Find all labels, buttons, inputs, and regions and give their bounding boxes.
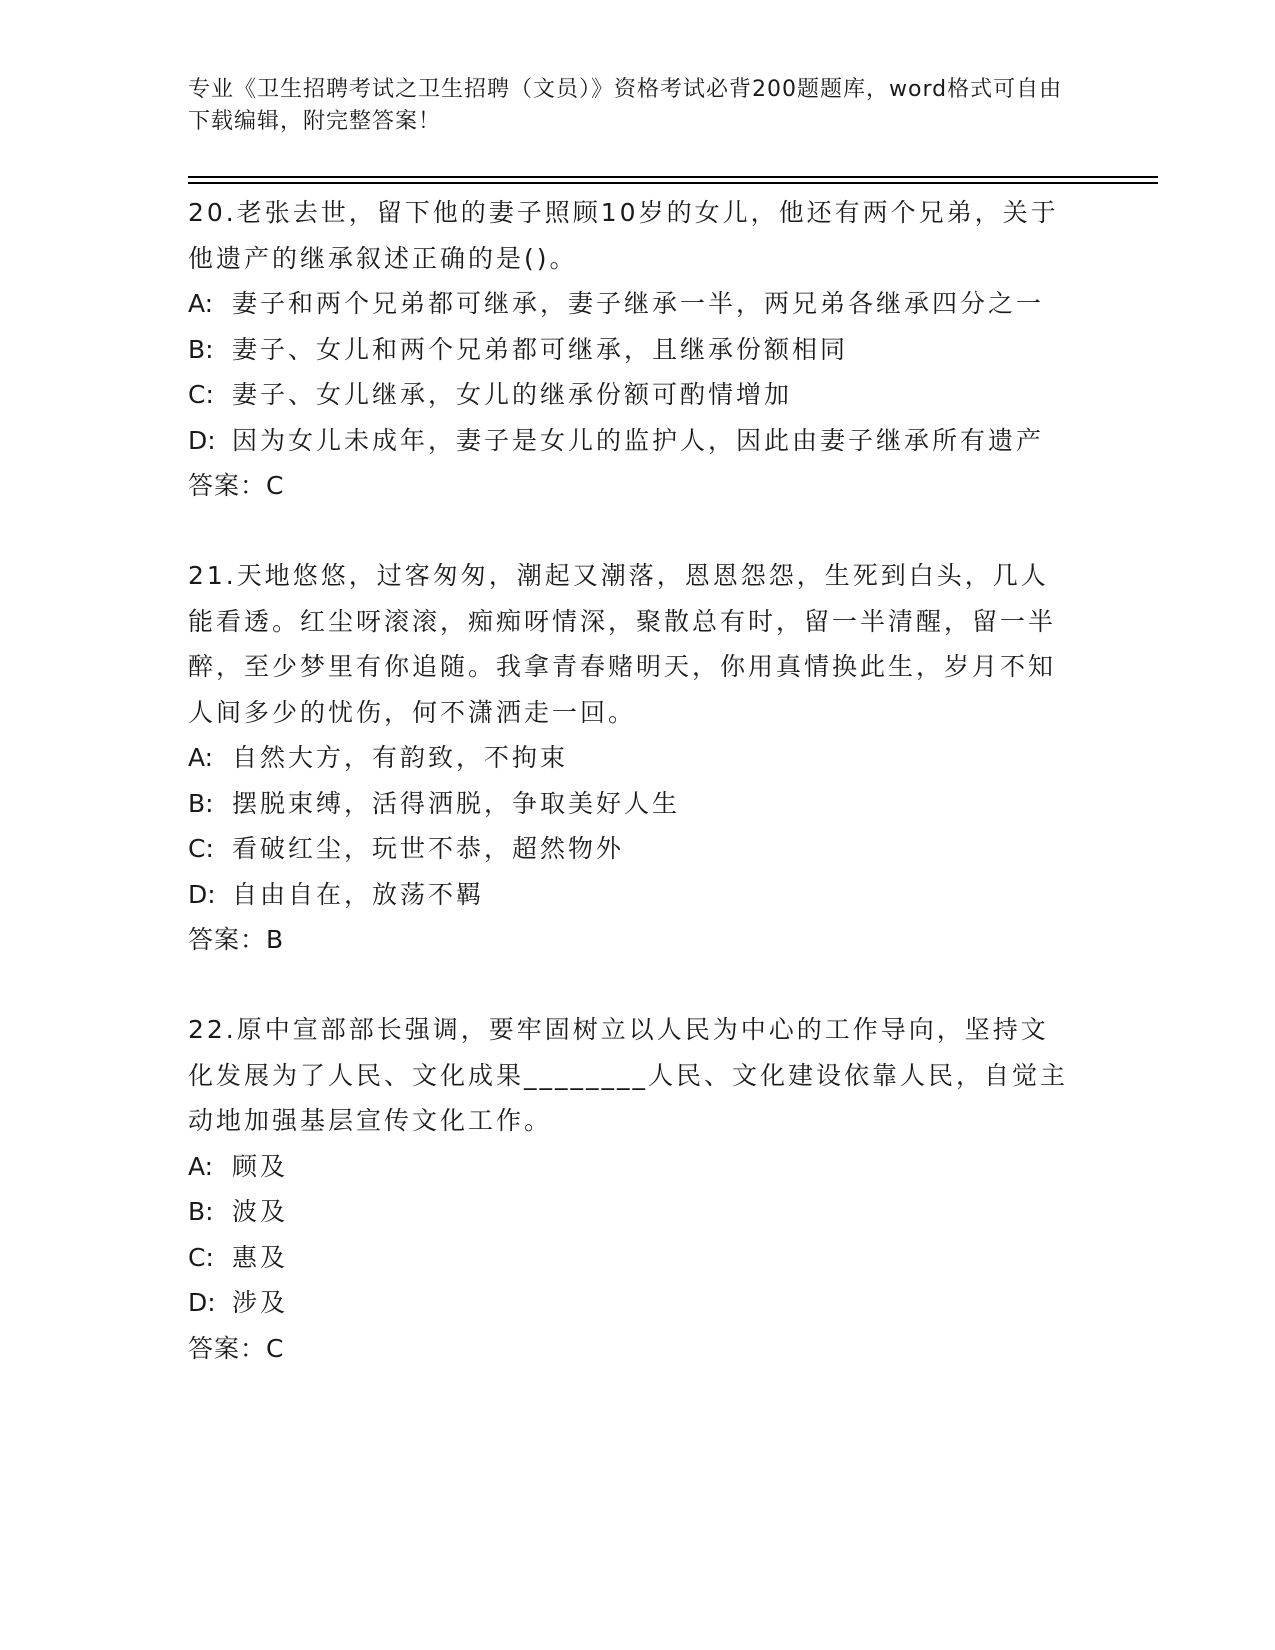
option-letter: C: <box>188 1242 214 1272</box>
question-stem: 20.老张去世，留下他的妻子照顾10岁的女儿，他还有两个兄弟，关于他遗产的继承叙述正确的是()。 <box>188 198 1059 273</box>
option-d <box>188 418 1068 464</box>
option-b <box>188 781 1068 827</box>
option-d <box>188 1280 1068 1326</box>
option-c <box>188 1235 1068 1281</box>
option-text: 惠及 <box>232 1242 289 1272</box>
question-stem: 21.天地悠悠，过客匆匆，潮起又潮落，恩恩怨怨，生死到白头，几人能看透。红尘呀滚滚，痴痴呀情深，聚散总有时，留一半清醒，留一半醉，至少梦里有你追随。我拿青春赌明天，你用真情换此生，岁月不知人间多少的忧伤，何不潇洒走一回。 <box>188 561 1057 727</box>
option-letter: C: <box>188 380 214 409</box>
question-20 <box>188 190 1068 509</box>
option-letter: C: <box>188 834 214 863</box>
option-letter: D: <box>188 425 216 455</box>
option-letter: D: <box>188 1288 216 1317</box>
option-a <box>188 735 1068 781</box>
option-text: 摆脱束缚，活得洒脱，争取美好人生 <box>232 788 681 818</box>
option-b <box>188 327 1068 373</box>
option-letter: A: <box>188 1151 214 1181</box>
answer-line: 答案：C <box>188 1333 285 1363</box>
option-letter: A: <box>188 743 214 772</box>
option-a <box>188 1144 1068 1190</box>
option-letter: D: <box>188 879 216 909</box>
header-divider-top <box>188 176 1158 178</box>
option-text: 自然大方，有韵致，不拘束 <box>232 743 569 772</box>
option-text: 顾及 <box>232 1151 289 1181</box>
question-22 <box>188 1007 1068 1371</box>
option-letter: A: <box>188 289 214 318</box>
document-header: 专业《卫生招聘考试之卫生招聘（文员）》资格考试必背200题题库，word格式可自由下载编辑，附完整答案！ <box>188 77 1063 134</box>
option-b <box>188 1189 1068 1235</box>
option-text: 自由自在，放荡不羁 <box>232 879 485 909</box>
header-divider-bottom <box>188 182 1158 184</box>
question-21 <box>188 553 1068 963</box>
option-letter: B: <box>188 334 214 364</box>
option-a <box>188 281 1068 327</box>
option-d <box>188 872 1068 918</box>
option-c <box>188 826 1068 872</box>
answer-line: 答案：B <box>188 925 285 954</box>
option-text: 妻子、女儿继承，女儿的继承份额可酌情增加 <box>232 380 793 409</box>
option-text: 因为女儿未成年，妻子是女儿的监护人，因此由妻子继承所有遗产 <box>232 425 1045 455</box>
option-text: 妻子和两个兄弟都可继承，妻子继承一半，两兄弟各继承四分之一 <box>232 289 1045 318</box>
option-text: 看破红尘，玩世不恭，超然物外 <box>232 834 625 863</box>
question-stem: 22.原中宣部部长强调，要牢固树立以人民为中心的工作导向，坚持文化发展为了人民、文化成果________人民、文化建设依靠人民，自觉主动地加强基层宣传文化工作。 <box>188 1015 1069 1135</box>
option-letter: B: <box>188 788 214 818</box>
option-c <box>188 372 1068 418</box>
answer-line: 答案：C <box>188 471 285 500</box>
option-letter: B: <box>188 1197 214 1226</box>
option-text: 涉及 <box>232 1288 289 1317</box>
option-text: 波及 <box>232 1197 289 1226</box>
option-text: 妻子、女儿和两个兄弟都可继承，且继承份额相同 <box>232 334 849 364</box>
